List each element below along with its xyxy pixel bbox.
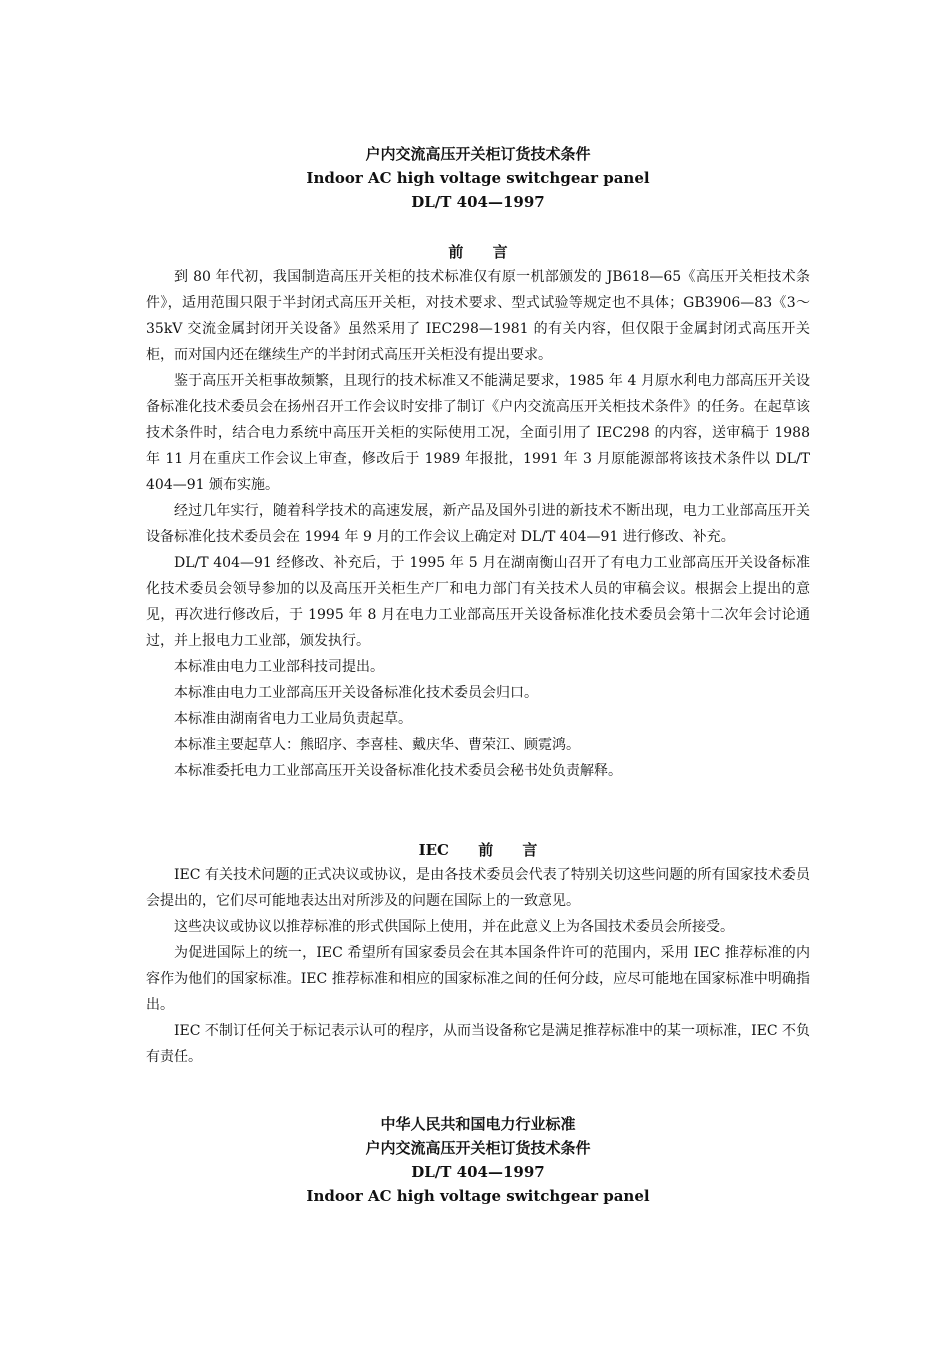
standard-title-block bbox=[146, 1112, 810, 1208]
iec-foreword-paragraph: IEC 不制订任何关于标记表示认可的程序，从而当设备称它是满足推荐标准中的某一项标准，IEC 不负有责任。 bbox=[146, 1023, 810, 1065]
iec-foreword-section bbox=[146, 838, 810, 1070]
standard-code: DL/T 404—1997 bbox=[411, 1163, 545, 1181]
title-english: Indoor AC high voltage switchgear panel bbox=[306, 1187, 650, 1205]
foreword-paragraph: 本标准委托电力工业部高压开关设备标准化技术委员会秘书处负责解释。 bbox=[174, 763, 622, 779]
foreword-heading: 前 言 bbox=[448, 243, 508, 261]
title-chinese: 户内交流高压开关柜订货技术条件 bbox=[365, 1139, 591, 1157]
foreword-paragraph: 本标准主要起草人：熊昭序、李喜桂、戴庆华、曹荣江、顾霓鸿。 bbox=[174, 737, 580, 753]
standard-code: DL/T 404—1997 bbox=[411, 193, 545, 211]
title-chinese: 户内交流高压开关柜订货技术条件 bbox=[365, 145, 591, 163]
foreword-paragraph: 鉴于高压开关柜事故频繁，且现行的技术标准又不能满足要求，1985 年 4 月原水利电力部高压开关设备标准化技术委员会在扬州召开工作会议时安排了制订《户内交流高压开关柜技术条件》的任务。在起草该技术条件时，结合电力系统中高压开关柜的实际使用工况，全面引用了 IEC298 的内容，送审稿于 1988 年 11 月在重庆工作会议上审查，修改后于 1989 年报批，1991 年 3 月原能源部将该技术条件以 DL/T 404—91 颁布实施。 bbox=[146, 373, 810, 493]
iec-foreword-heading: IEC 前 言 bbox=[418, 841, 538, 859]
iec-foreword-paragraph: 这些决议或协议以推荐标准的形式供国际上使用，并在此意义上为各国技术委员会所接受。 bbox=[174, 919, 734, 935]
foreword-paragraph: DL/T 404—91 经修改、补充后，于 1995 年 5 月在湖南衡山召开了有电力工业部高压开关设备标准化技术委员会领导参加的以及高压开关柜生产厂和电力部门有关技术人员的审稿会议。根据会上提出的意见，再次进行修改后，于 1995 年 8 月在电力工业部高压开关设备标准化技术委员会第十二次年会讨论通过，并上报电力工业部，颁发执行。 bbox=[146, 555, 810, 649]
industry-standard-label: 中华人民共和国电力行业标准 bbox=[380, 1115, 576, 1133]
foreword-section bbox=[146, 240, 810, 784]
foreword-paragraph: 本标准由电力工业部科技司提出。 bbox=[174, 659, 384, 675]
foreword-paragraph: 本标准由电力工业部高压开关设备标准化技术委员会归口。 bbox=[174, 685, 538, 701]
title-english: Indoor AC high voltage switchgear panel bbox=[306, 169, 650, 187]
iec-foreword-paragraph: IEC 有关技术问题的正式决议或协议，是由各技术委员会代表了特别关切这些问题的所有国家技术委员会提出的，它们尽可能地表达出对所涉及的问题在国际上的一致意见。 bbox=[146, 867, 810, 909]
iec-foreword-paragraph: 为促进国际上的统一，IEC 希望所有国家委员会在其本国条件许可的范围内，采用 IEC 推荐标准的内容作为他们的国家标准。IEC 推荐标准和相应的国家标准之间的任何分歧，应尽可能地在国家标准中明确指出。 bbox=[146, 945, 810, 1013]
foreword-paragraph: 经过几年实行，随着科学技术的高速发展，新产品及国外引进的新技术不断出现，电力工业部高压开关设备标准化技术委员会在 1994 年 9 月的工作会议上确定对 DL/T 404—91 进行修改、补充。 bbox=[146, 503, 810, 545]
foreword-paragraph: 本标准由湖南省电力工业局负责起草。 bbox=[174, 711, 412, 727]
foreword-paragraph: 到 80 年代初，我国制造高压开关柜的技术标准仅有原一机部颁发的 JB618—65《高压开关柜技术条件》，适用范围只限于半封闭式高压开关柜，对技术要求、型式试验等规定也不具体；GB3906—83《3～35kV 交流金属封闭开关设备》虽然采用了 IEC298—1981 的有关内容，但仅限于金属封闭式高压开关柜，而对国内还在继续生产的半封闭式高压开关柜没有提出要求。 bbox=[146, 269, 810, 363]
document-header bbox=[146, 142, 810, 214]
